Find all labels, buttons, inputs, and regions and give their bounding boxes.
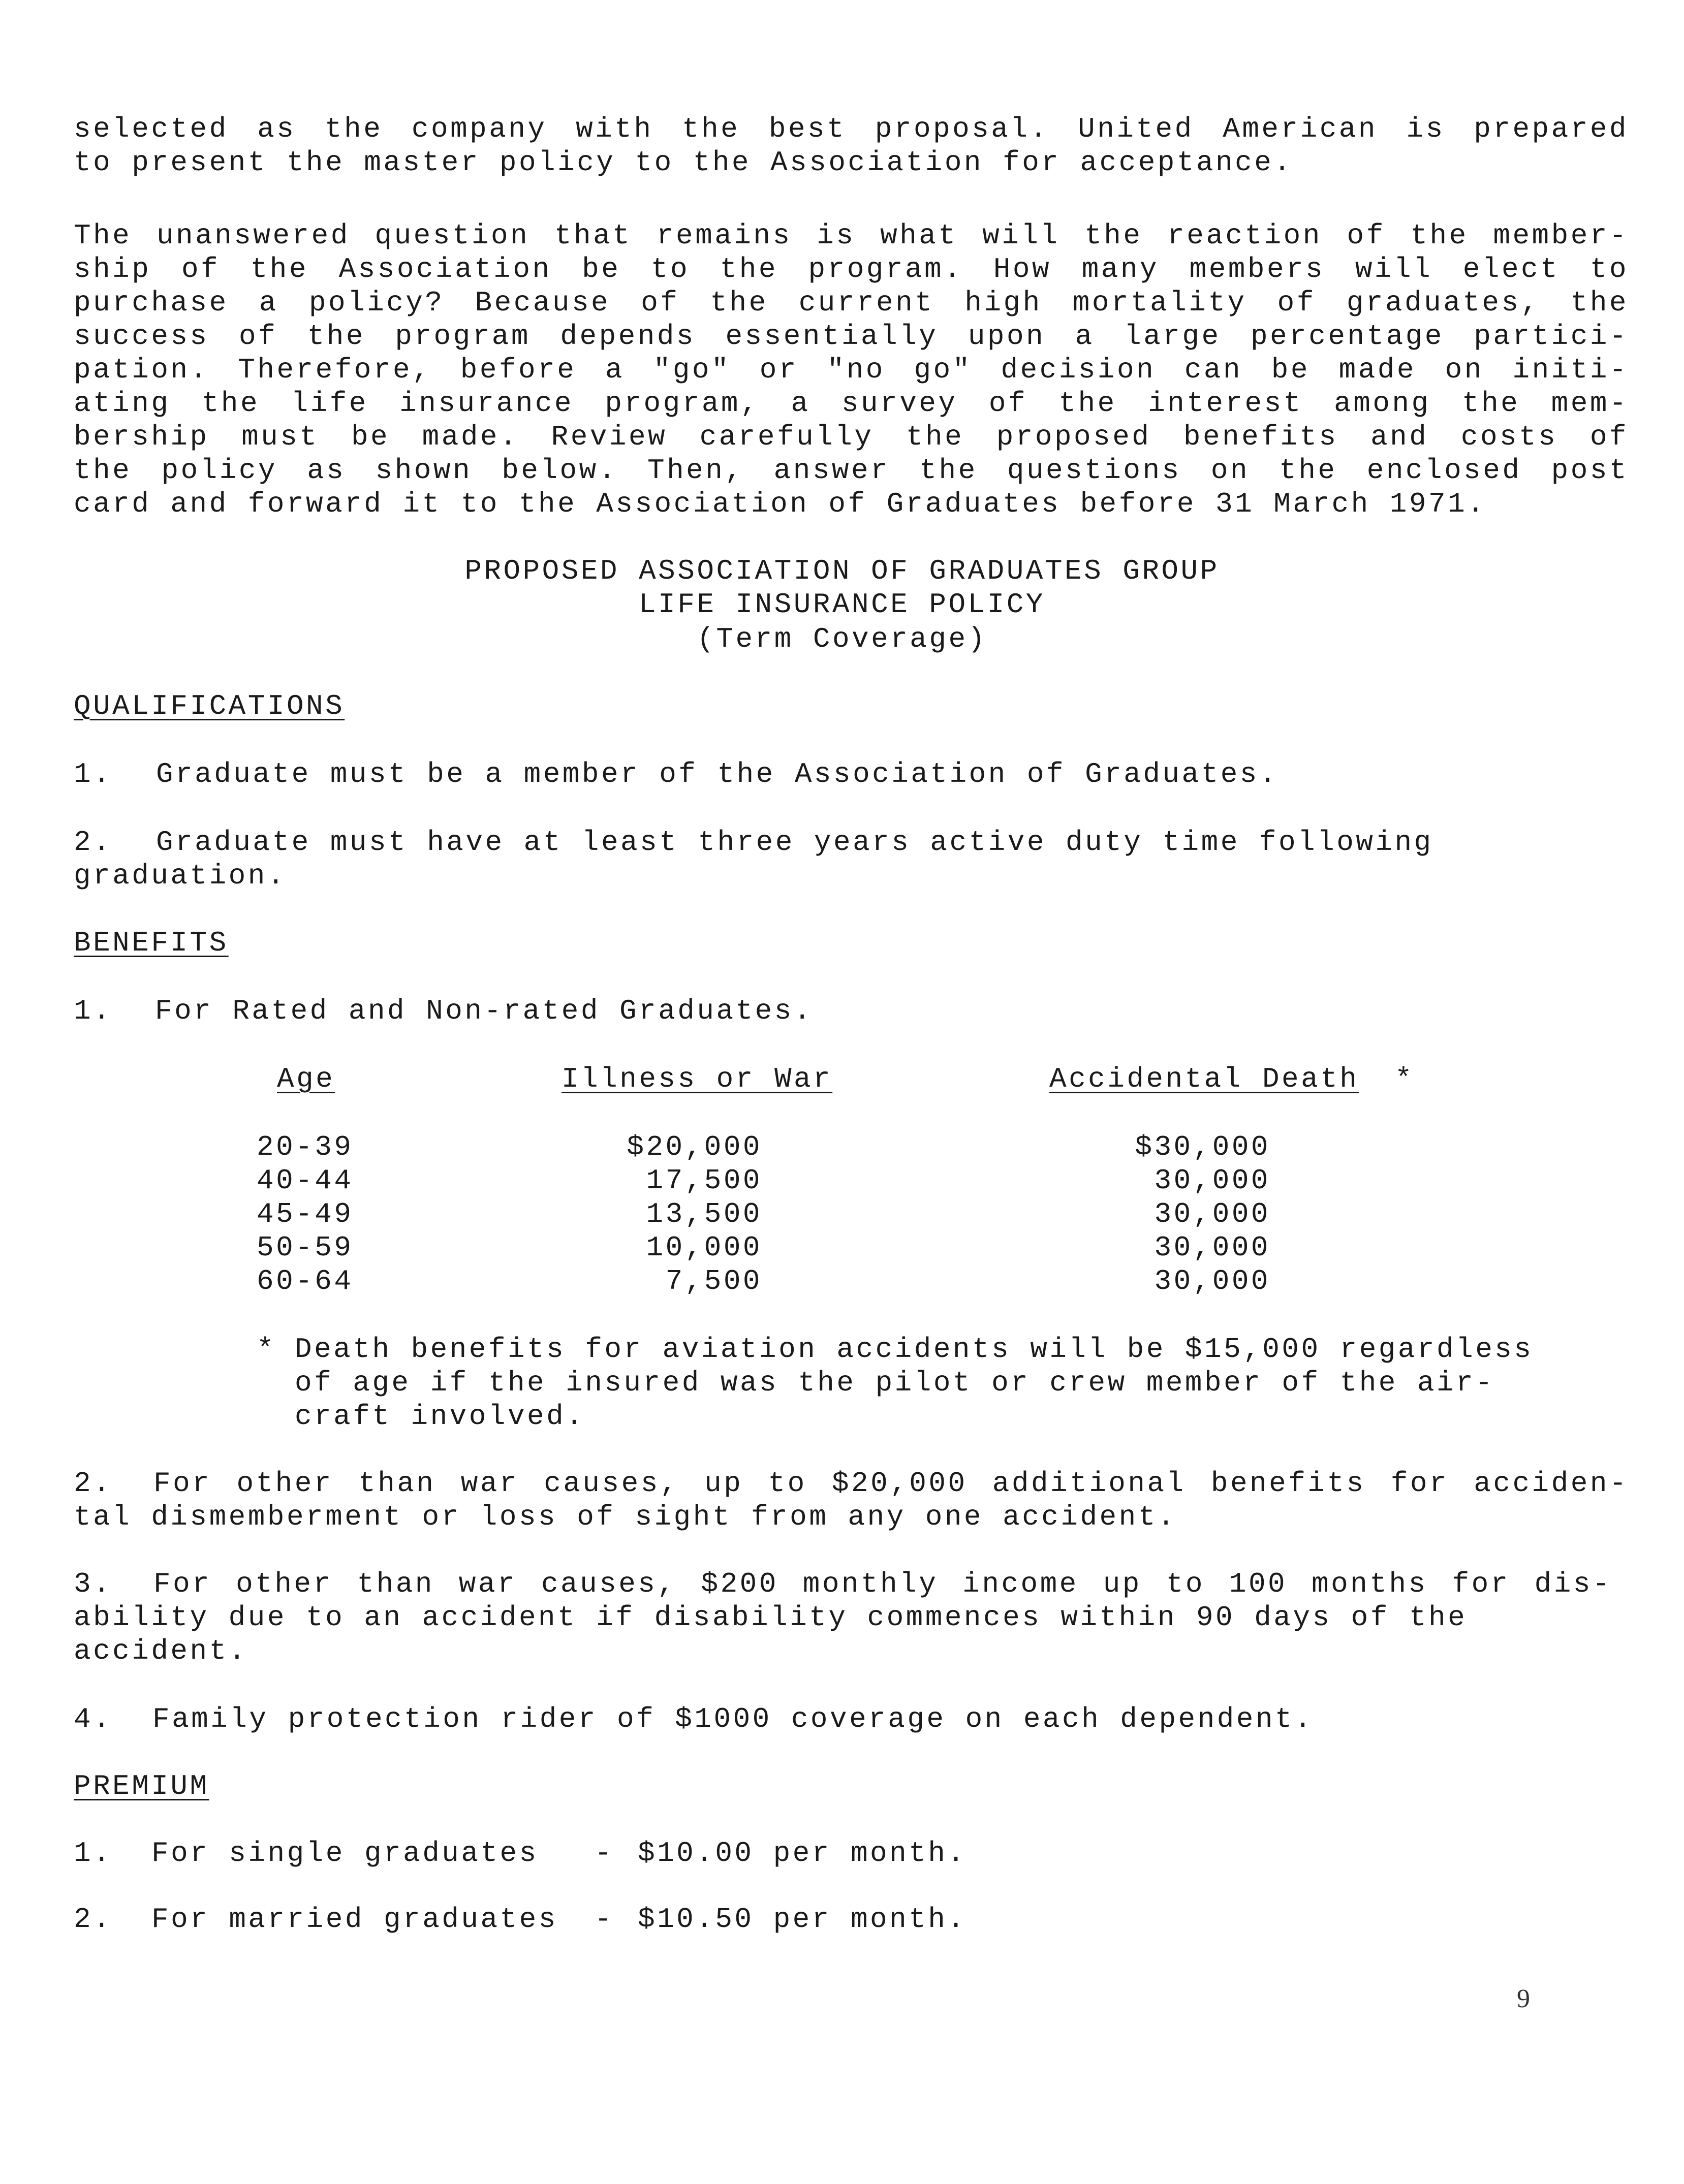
table-cell-illness: 17,500 (646, 1164, 762, 1197)
premium-2-amount: $10.50 per month. (638, 1903, 967, 1936)
intro-p1-line1: selected as the company with the best proposal. United American is prepared (74, 113, 1629, 145)
intro-p1-line2: to present the master policy to the Association for acceptance. (74, 146, 1293, 179)
intro-p2-line6: ating the life insurance program, a survey of the interest among the mem- (74, 387, 1629, 420)
benefit-2-number: 2. (74, 1467, 113, 1500)
table-cell-illness: 7,500 (665, 1265, 762, 1297)
table-cell-accidental: 30,000 (1154, 1265, 1270, 1297)
benefit-4-number: 4. (74, 1703, 113, 1735)
page-number: 9 (1517, 1984, 1530, 2013)
benefit-3-continuation-2: accident. (74, 1635, 248, 1667)
premium-1-label: For single graduates (151, 1837, 539, 1870)
premium-2-number: 2. (74, 1903, 113, 1936)
benefit-3-continuation-1: ability due to an accident if disability commences within 90 days of the (74, 1601, 1468, 1634)
qualification-1-number: 1. (74, 758, 113, 790)
table-cell-age: 60-64 (257, 1265, 354, 1297)
intro-p2-line3: purchase a policy? Because of the current high mortality of graduates, the (74, 287, 1629, 319)
qualifications-heading: QUALIFICATIONS (74, 690, 345, 722)
intro-p2-line7: bership must be made. Review carefully the proposed benefits and costs of (74, 421, 1629, 453)
table-cell-accidental: 30,000 (1154, 1231, 1270, 1264)
policy-title-line1: PROPOSED ASSOCIATION OF GRADUATES GROUP (464, 555, 1220, 587)
table-cell-age: 40-44 (257, 1164, 354, 1197)
premium-heading: PREMIUM (74, 1770, 209, 1802)
benefit-3-number: 3. (74, 1568, 113, 1600)
table-cell-illness: 13,500 (646, 1198, 762, 1230)
benefit-4-text: Family protection rider of $1000 coverage on each dependent. (152, 1703, 1314, 1735)
policy-title-line3: (Term Coverage) (697, 623, 987, 655)
premium-2-label: For married graduates (151, 1903, 558, 1936)
table-header-accidental-death: Accidental Death (1049, 1063, 1359, 1095)
intro-p2-line1: The unanswered question that remains is what will the reaction of the member- (74, 219, 1629, 252)
premium-1-dash: - (595, 1837, 614, 1870)
table-cell-age: 45-49 (257, 1198, 354, 1230)
table-header-illness-or-war: Illness or War (562, 1063, 833, 1095)
intro-p2-line4: success of the program depends essentially upon a large percentage partici- (74, 320, 1629, 353)
table-cell-illness: 10,000 (646, 1231, 762, 1264)
table-header-age: Age (277, 1063, 335, 1095)
qualification-1-text: Graduate must be a member of the Association of Graduates. (156, 758, 1278, 790)
qualification-2-continuation: graduation. (74, 860, 287, 892)
footnote-line2: of age if the insured was the pilot or crew member of the air- (295, 1367, 1495, 1399)
table-header-footnote-marker: * (1395, 1063, 1415, 1095)
table-cell-age: 50-59 (257, 1231, 354, 1264)
intro-p2-line2: ship of the Association be to the program. How many members will elect to (74, 253, 1629, 286)
table-cell-age: 20-39 (257, 1131, 354, 1163)
qualification-2-number: 2. (74, 826, 113, 859)
table-cell-accidental: 30,000 (1154, 1198, 1270, 1230)
benefit-3-text: For other than war causes, $200 monthly income up to 100 months for dis- (153, 1568, 1612, 1600)
benefit-2-text: For other than war causes, up to $20,000 additional benefits for acciden- (153, 1467, 1629, 1500)
benefits-heading: BENEFITS (74, 927, 229, 959)
table-cell-accidental: 30,000 (1154, 1164, 1270, 1197)
footnote-marker: * (257, 1333, 276, 1366)
table-cell-accidental: $30,000 (1135, 1131, 1270, 1163)
premium-1-number: 1. (74, 1837, 113, 1870)
premium-1-amount: $10.00 per month. (638, 1837, 967, 1870)
footnote-line3: craft involved. (295, 1400, 585, 1433)
benefit-1-number: 1. (74, 995, 113, 1027)
qualification-2-text: Graduate must have at least three years active duty time following (156, 826, 1433, 859)
intro-p2-line8: the policy as shown below. Then, answer the questions on the enclosed post (74, 454, 1629, 487)
premium-2-dash: - (595, 1903, 614, 1936)
intro-p2-line5: pation. Therefore, before a "go" or "no go" decision can be made on initi- (74, 354, 1629, 386)
footnote-line1: Death benefits for aviation accidents will be $15,000 regardless (295, 1333, 1534, 1366)
intro-p2-line9: card and forward it to the Association of Graduates before 31 March 1971. (74, 488, 1487, 520)
table-cell-illness: $20,000 (627, 1131, 762, 1163)
policy-title-line2: LIFE INSURANCE POLICY (639, 588, 1045, 621)
benefit-1-text: For Rated and Non-rated Graduates. (155, 995, 813, 1027)
benefit-2-continuation: tal dismemberment or loss of sight from any one accident. (74, 1501, 1177, 1533)
